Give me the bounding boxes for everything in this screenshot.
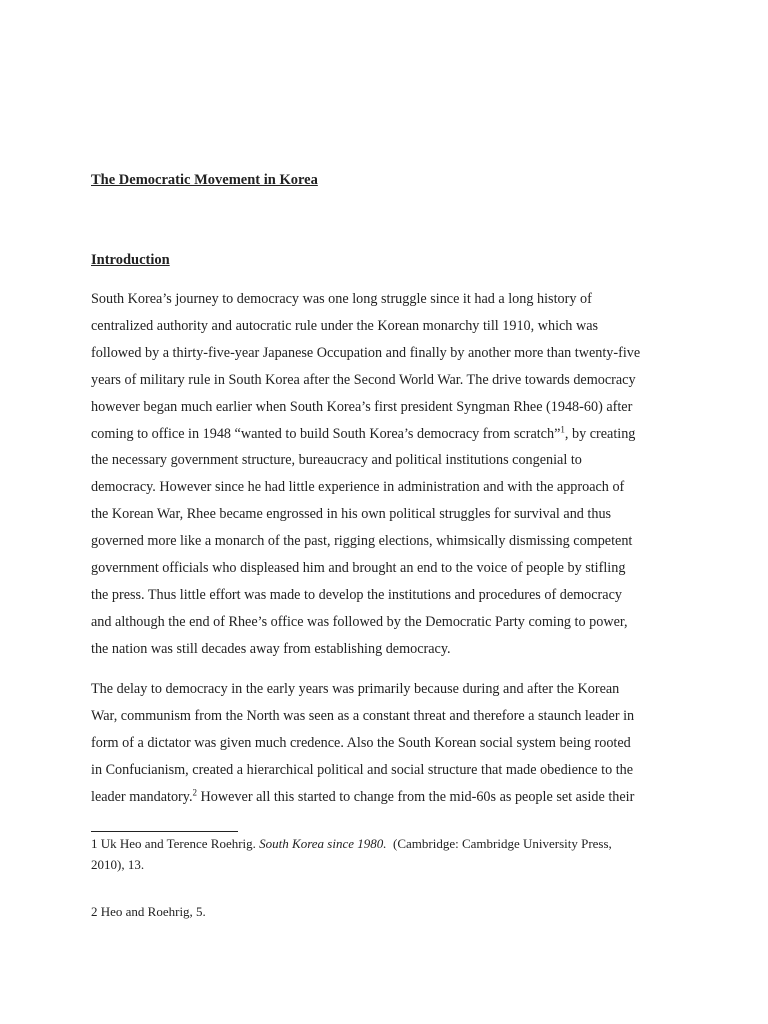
- section-heading-introduction: Introduction: [91, 252, 170, 268]
- paragraph-line-with-footnote: [91, 421, 681, 448]
- footnote-ref-2[interactable]: 2: [192, 786, 197, 797]
- paragraph-line-with-footnote: [91, 784, 681, 811]
- paragraph-line: The delay to democracy in the early years was primarily because during and after the Korean: [91, 681, 620, 697]
- paragraph-text: However all this started to change from the mid-60s as people set aside their: [197, 788, 635, 805]
- paragraph-line: followed by a thirty-five-year Japanese Occupation and finally by another more than twenty-five: [91, 344, 641, 361]
- footnote-line: 2010), 13.: [91, 856, 145, 872]
- paragraph-line: years of military rule in South Korea after the Second World War. The drive towards democracy: [91, 371, 636, 388]
- paragraph-text: , by creating: [564, 425, 636, 442]
- paragraph-2: [91, 676, 681, 811]
- paragraph-line: the nation was still decades away from establishing democracy.: [91, 640, 451, 657]
- paragraph-line: centralized authority and autocratic rule under the Korean monarchy till 1910, which was: [91, 317, 599, 334]
- footnote-1: [91, 834, 691, 875]
- paragraph-line: democracy. However since he had little experience in administration and with the approach of: [91, 479, 625, 496]
- paragraph-line: in Confucianism, created a hierarchical political and social structure that made obedience to the: [91, 761, 634, 778]
- footnote-separator: [91, 831, 238, 832]
- paragraph-line: the press. Thus little effort was made to develop the institutions and procedures of democracy: [91, 586, 622, 603]
- paragraph-1: [91, 286, 681, 663]
- paragraph-line: South Korea’s journey to democracy was one long struggle since it had a long history of: [91, 291, 592, 307]
- paragraph-line: the Korean War, Rhee became engrossed in his own political struggles for survival and thus: [91, 506, 612, 523]
- footnote-2: [91, 902, 691, 923]
- paragraph-text: leader mandatory.: [91, 788, 193, 805]
- footnote-text: (Cambridge: Cambridge University Press,: [386, 836, 612, 851]
- paragraph-line: the necessary government structure, bureaucracy and political institutions congenial to: [91, 452, 582, 469]
- paragraph-line: government officials who displeased him and brought an end to the voice of people by stifling: [91, 560, 626, 577]
- paragraph-text: coming to office in 1948 “wanted to build South Korea’s democracy from scratch”: [91, 425, 561, 442]
- footnote-book-title: South Korea since 1980.: [259, 836, 387, 851]
- document-title: The Democratic Movement in Korea: [91, 172, 318, 188]
- footnote-line: [91, 834, 691, 855]
- paragraph-line: War, communism from the North was seen as a constant threat and therefore a staunch leader in: [91, 707, 635, 724]
- paragraph-line: form of a dictator was given much credence. Also the South Korean social system being rooted: [91, 734, 631, 751]
- footnote-text: 1 Uk Heo and Terence Roehrig.: [91, 836, 260, 851]
- paragraph-line: however began much earlier when South Korea’s first president Syngman Rhee (1948-60) after: [91, 398, 633, 415]
- footnote-ref-1[interactable]: 1: [560, 423, 565, 434]
- footnote-line: 2 Heo and Roehrig, 5.: [91, 904, 206, 919]
- paragraph-line: and although the end of Rhee’s office was followed by the Democratic Party coming to power,: [91, 613, 628, 630]
- paragraph-line: governed more like a monarch of the past, rigging elections, whimsically dismissing competent: [91, 533, 633, 550]
